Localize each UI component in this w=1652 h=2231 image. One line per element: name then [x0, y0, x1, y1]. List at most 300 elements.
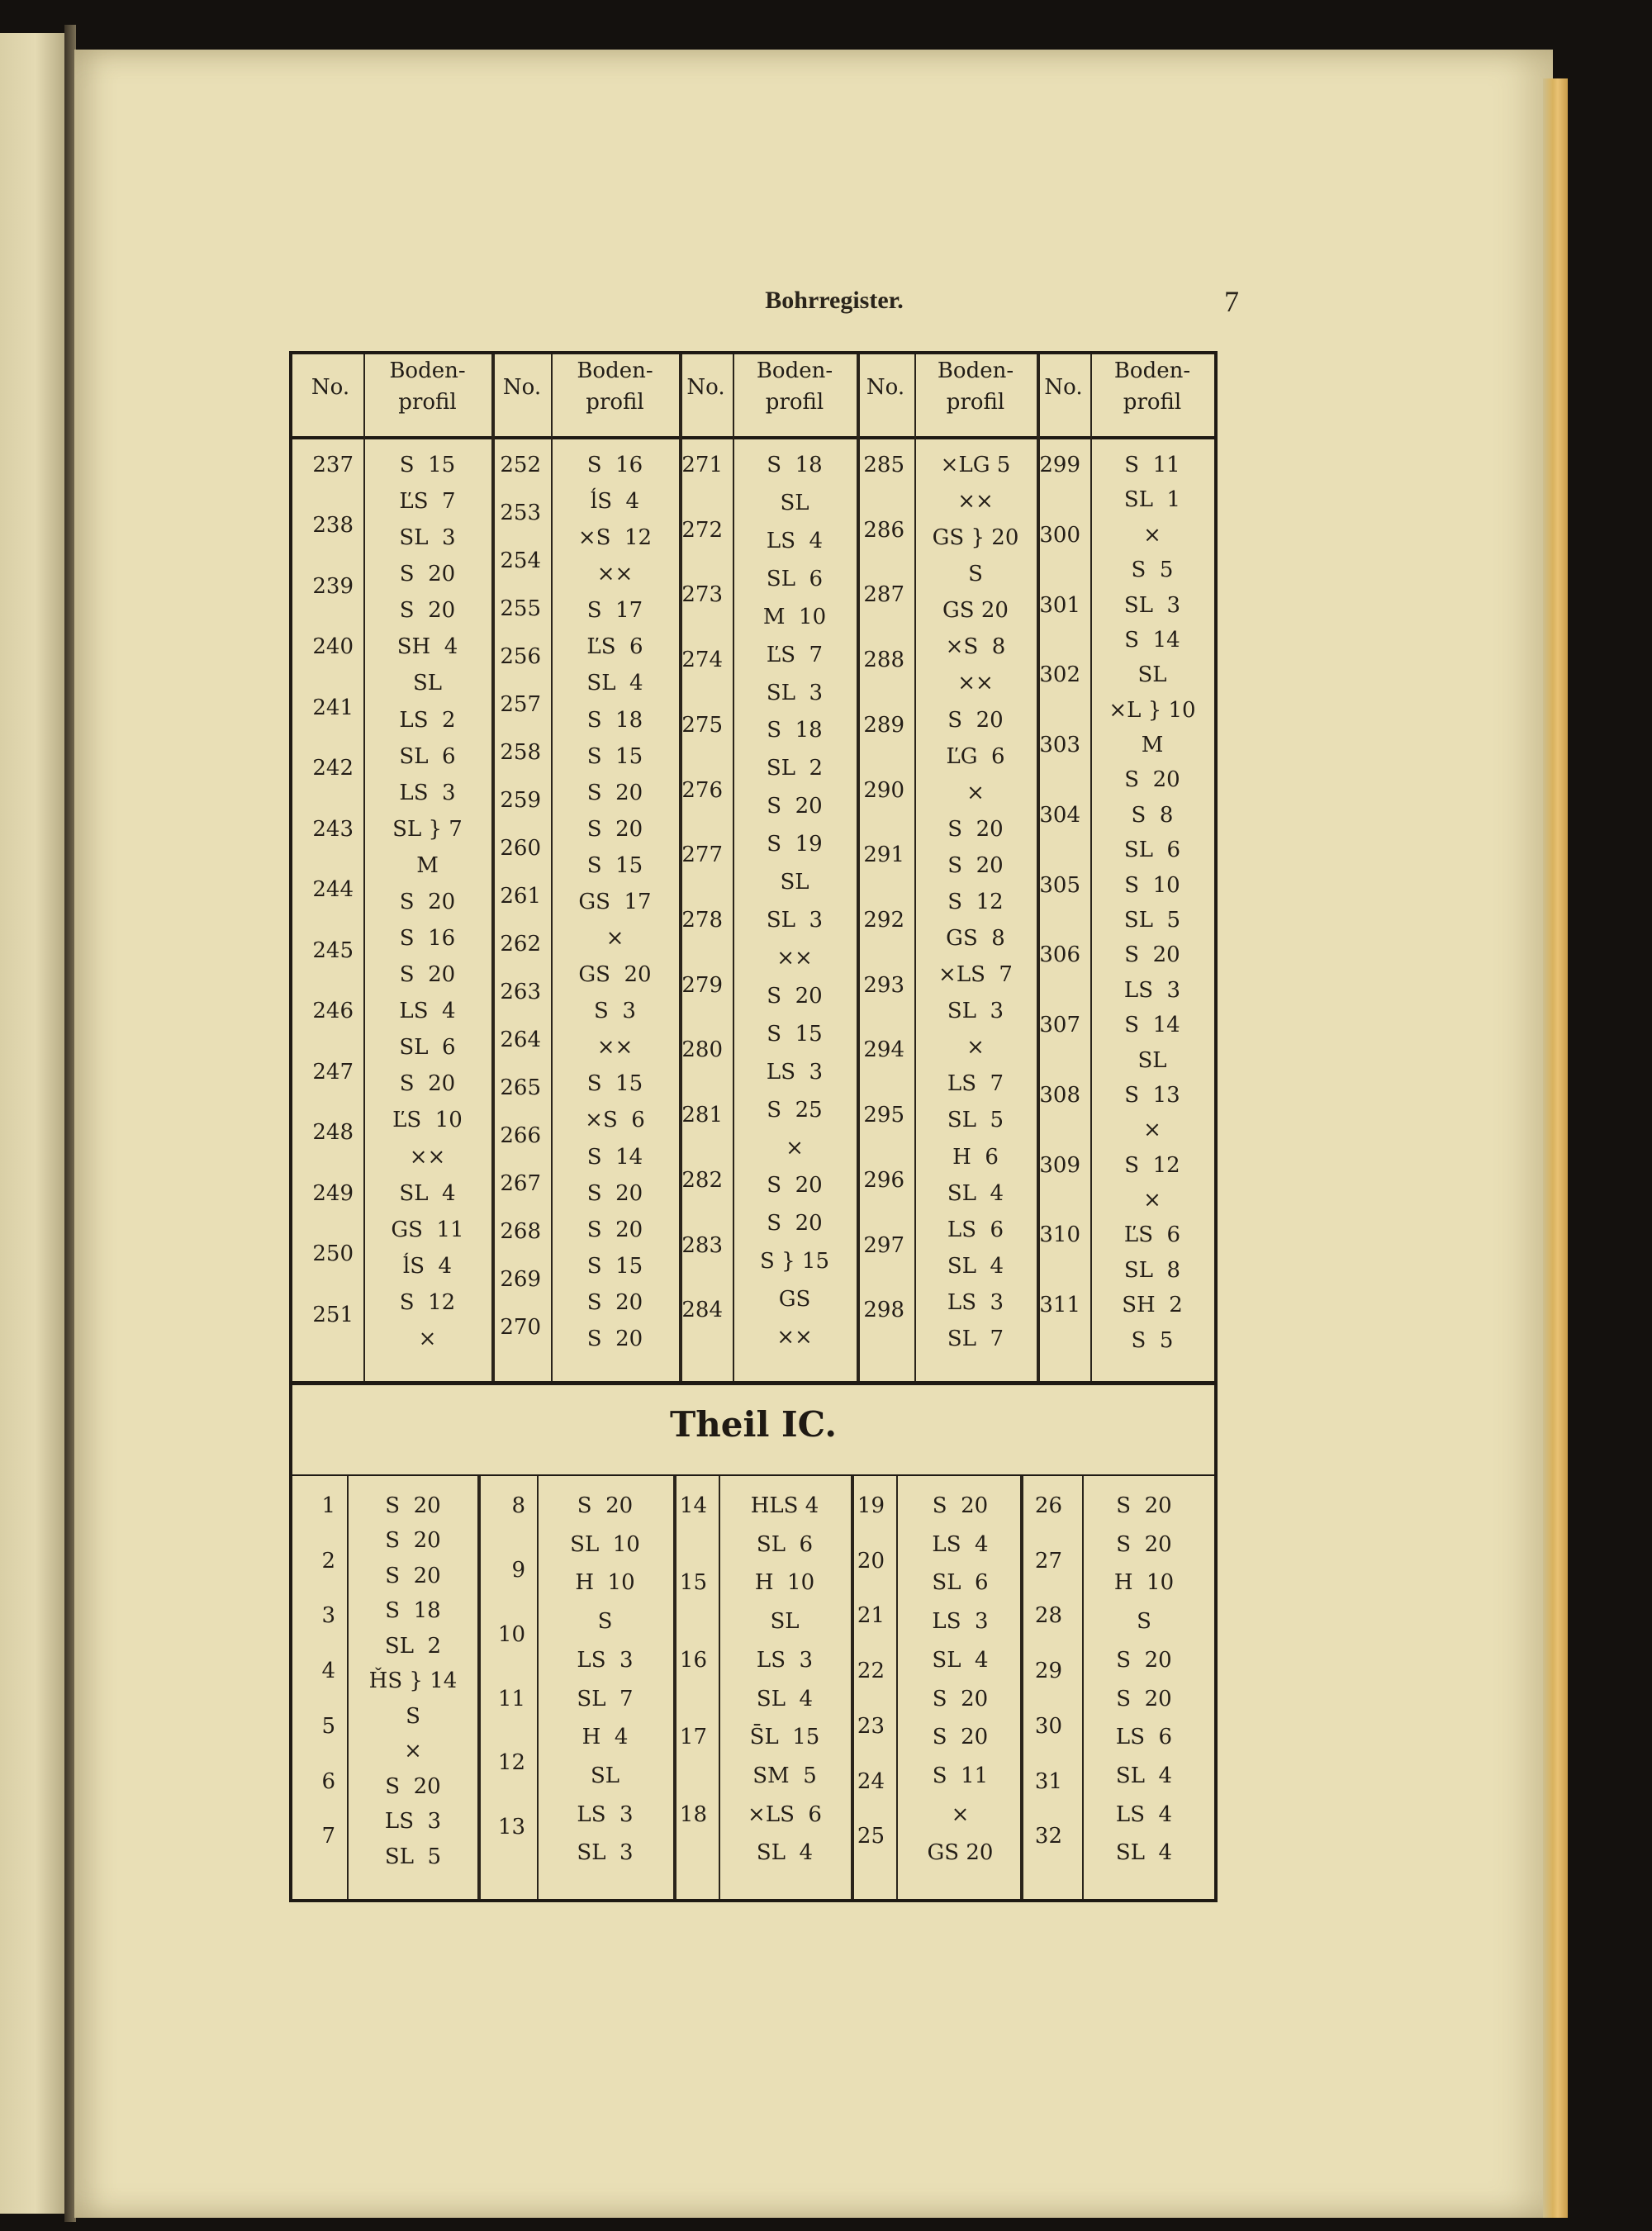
soil-profile: H 6 [952, 1144, 999, 1170]
soil-profile: S 20 [1124, 767, 1180, 793]
boring-number: 15 [679, 1570, 707, 1596]
soil-profile: GS 11 [391, 1217, 464, 1242]
soil-profile: SL 6 [399, 1035, 456, 1061]
boring-number: 273 [681, 582, 723, 608]
boring-number: 268 [500, 1219, 541, 1244]
boring-number: 7 [321, 1824, 335, 1849]
soil-profile: S 3 [594, 999, 636, 1024]
soil-profile: SL 4 [586, 671, 643, 696]
boring-number: 12 [497, 1750, 525, 1776]
soil-profile: ĽS 7 [399, 489, 456, 515]
boring-number: 25 [857, 1824, 885, 1849]
soil-profile: S 20 [577, 1493, 634, 1518]
soil-profile: GS 17 [578, 889, 652, 914]
boring-number: 311 [1039, 1293, 1080, 1318]
column-header-no: No. [502, 375, 542, 400]
soil-profile: S 15 [767, 1021, 823, 1047]
soil-profile: M 10 [762, 604, 827, 629]
soil-profile: SL [590, 1763, 620, 1788]
soil-profile: × [1143, 1188, 1161, 1213]
soil-profile: LS 4 [932, 1531, 989, 1557]
column-header-no: No. [1044, 375, 1083, 400]
soil-profile: S 8 [1131, 802, 1174, 828]
soil-profile: LS 2 [399, 707, 456, 733]
column-rule [857, 354, 860, 1381]
soil-profile: ĽS 10 [392, 1108, 463, 1133]
soil-profile: × [418, 1326, 437, 1351]
soil-profile: ĽS 7 [766, 642, 824, 667]
soil-profile: S 20 [1124, 942, 1180, 968]
soil-profile: ×S 6 [585, 1108, 645, 1133]
boring-number: 32 [1034, 1824, 1062, 1849]
soil-profile: S 12 [947, 889, 1004, 914]
soil-profile: S 20 [1116, 1686, 1172, 1711]
soil-profile: S 15 [399, 453, 456, 477]
boring-number: 17 [679, 1725, 707, 1750]
boring-number: 306 [1039, 942, 1080, 968]
soil-profile: S [406, 1703, 420, 1729]
soil-profile: × [1143, 1118, 1161, 1143]
column-header-profil: Boden- [937, 358, 1014, 383]
soil-profile: SL [770, 1609, 800, 1635]
boring-number: 307 [1039, 1013, 1080, 1038]
column-header-profil: profil [586, 390, 644, 415]
section-rule-top [292, 1381, 1214, 1385]
boring-number: 260 [500, 836, 541, 861]
soil-profile: SL [780, 870, 809, 895]
soil-profile: LS 4 [1115, 1801, 1173, 1827]
boring-number: 26 [1034, 1493, 1062, 1518]
soil-profile: SL 6 [399, 743, 456, 769]
soil-profile: SL 8 [1123, 1257, 1181, 1283]
soil-profile: S 20 [399, 598, 456, 624]
boring-number: 274 [681, 648, 723, 673]
boring-number: 288 [863, 648, 904, 673]
boring-number: 256 [500, 644, 541, 669]
soil-profile: S 20 [1116, 1493, 1172, 1518]
soil-profile: S 20 [932, 1686, 989, 1711]
soil-profile: SL [1137, 1047, 1167, 1073]
soil-profile: SL 3 [577, 1840, 634, 1866]
boring-number: 272 [681, 517, 723, 543]
soil-profile: H 10 [754, 1570, 815, 1596]
soil-profile: SL 5 [384, 1844, 442, 1869]
boring-number: 29 [1034, 1659, 1062, 1684]
boring-number: 245 [312, 937, 354, 963]
boring-number: 308 [1039, 1082, 1080, 1108]
soil-profile: S 15 [586, 1253, 643, 1279]
soil-profile: SL 5 [947, 1108, 1004, 1133]
boring-number: 289 [863, 712, 904, 738]
section-title: Theil IC. [669, 1404, 837, 1445]
running-head: Bohrregister. [765, 287, 904, 314]
boring-number: 20 [857, 1548, 885, 1574]
soil-profile: S 20 [947, 707, 1004, 733]
soil-profile: S 16 [586, 453, 643, 477]
boring-number: 282 [681, 1167, 723, 1193]
soil-profile: S 20 [586, 816, 643, 842]
boring-number: 21 [857, 1603, 885, 1629]
soil-profile: ×× [409, 1144, 446, 1170]
soil-profile: ×× [776, 945, 813, 971]
soil-profile: LS 3 [399, 780, 456, 805]
boring-number: 270 [500, 1315, 541, 1340]
boring-number: 242 [312, 756, 354, 781]
soil-profile: S 15 [586, 743, 643, 769]
boring-number: 267 [500, 1171, 541, 1196]
soil-profile: S 18 [586, 707, 643, 733]
boring-number: 28 [1034, 1603, 1062, 1629]
soil-profile: × [404, 1739, 422, 1764]
boring-number: 249 [312, 1180, 354, 1206]
soil-profile: LS 7 [947, 1071, 1004, 1097]
soil-profile: S 25 [767, 1097, 823, 1123]
soil-profile: GS 20 [927, 1840, 994, 1866]
soil-profile: SL [1137, 662, 1167, 688]
soil-profile: × [1143, 522, 1161, 548]
soil-profile: × [966, 780, 985, 805]
boring-number: 302 [1039, 662, 1080, 688]
soil-profile: S 18 [767, 453, 823, 477]
soil-profile: SL 7 [947, 1326, 1004, 1351]
column-header-profil: profil [1123, 390, 1182, 415]
boring-number: 237 [312, 453, 354, 477]
boring-number: 246 [312, 999, 354, 1024]
boring-number: 297 [863, 1232, 904, 1258]
boring-number: 247 [312, 1059, 354, 1085]
boring-number: 255 [500, 596, 541, 621]
boring-number: 296 [863, 1167, 904, 1193]
boring-number: 280 [681, 1037, 723, 1063]
soil-profile: H 10 [1113, 1570, 1175, 1596]
soil-profile: × [951, 1801, 970, 1827]
soil-profile: S 18 [385, 1598, 441, 1624]
soil-profile: S 11 [932, 1763, 989, 1788]
column-header-profil: Boden- [1113, 358, 1191, 383]
boring-number: 300 [1039, 522, 1080, 548]
soil-profile: S 16 [399, 926, 456, 952]
soil-profile: S 20 [399, 962, 456, 988]
soil-profile: S 20 [932, 1493, 989, 1518]
soil-profile: S 20 [385, 1773, 441, 1799]
column-header-profil: profil [398, 390, 457, 415]
column-header-profil: profil [946, 390, 1005, 415]
soil-profile: SL 3 [766, 680, 824, 705]
soil-profile: S [597, 1609, 613, 1635]
boring-number: 279 [681, 972, 723, 998]
soil-profile: × [786, 1135, 804, 1161]
soil-profile: ×L } 10 [1108, 697, 1196, 723]
column-header-profil: Boden- [756, 358, 833, 383]
boring-number: 254 [500, 548, 541, 573]
boring-number: 309 [1039, 1152, 1080, 1178]
boring-number: 14 [679, 1493, 707, 1518]
soil-profile: SL 6 [766, 566, 824, 591]
soil-profile: SL [780, 490, 809, 515]
column-rule [673, 1476, 676, 1899]
soil-profile: S 10 [1124, 872, 1180, 898]
soil-profile: S 20 [385, 1528, 441, 1554]
soil-profile: S 20 [1116, 1531, 1172, 1557]
soil-profile: S 5 [1131, 558, 1174, 583]
soil-profile: S 20 [767, 1211, 823, 1237]
boring-number: 286 [863, 517, 904, 543]
soil-profile: LS 3 [577, 1647, 634, 1673]
soil-profile: SL 4 [756, 1686, 814, 1711]
soil-profile: ȞS } 14 [368, 1669, 458, 1694]
soil-profile: S 14 [1124, 1013, 1180, 1038]
header-rule [292, 436, 1214, 439]
soil-profile: S } 15 [760, 1249, 829, 1275]
soil-profile: S [968, 562, 983, 587]
boring-number: 9 [511, 1557, 525, 1583]
boring-number: 240 [312, 634, 354, 660]
soil-profile: LS 6 [947, 1217, 1004, 1242]
soil-profile: LS 3 [1123, 977, 1181, 1003]
boring-number: 5 [321, 1713, 335, 1739]
soil-profile: S 14 [586, 1144, 643, 1170]
boring-number: 301 [1039, 592, 1080, 618]
boring-number: 238 [312, 513, 354, 539]
soil-profile: SL 2 [384, 1633, 442, 1659]
soil-profile: S 20 [947, 852, 1004, 878]
soil-profile: LS 3 [932, 1609, 989, 1635]
boring-number: 6 [321, 1768, 335, 1794]
boring-number: 22 [857, 1659, 885, 1684]
soil-profile: S 15 [586, 852, 643, 878]
soil-profile: S 20 [1116, 1647, 1172, 1673]
soil-profile: S 5 [1131, 1327, 1174, 1353]
boring-number: 4 [321, 1659, 335, 1684]
left-page-edge [0, 33, 64, 2214]
soil-profile: ĽS 6 [1123, 1222, 1181, 1248]
soil-profile: SM 5 [752, 1763, 817, 1788]
soil-profile: GS 20 [578, 962, 652, 988]
boring-number: 295 [863, 1103, 904, 1128]
boring-number: 257 [500, 692, 541, 717]
soil-profile: SL 3 [1123, 592, 1181, 618]
soil-profile: ĺS 4 [402, 1253, 453, 1279]
boring-number: 253 [500, 501, 541, 525]
soil-profile: ×× [776, 1325, 813, 1350]
column-header-profil: Boden- [577, 358, 653, 383]
boring-number: 8 [511, 1493, 525, 1518]
boring-number: 293 [863, 972, 904, 998]
boring-number: 16 [679, 1647, 707, 1673]
soil-profile: S 20 [586, 1217, 643, 1242]
soil-profile: LS 3 [384, 1809, 442, 1835]
soil-profile: GS 20 [942, 598, 1009, 624]
boring-number: 27 [1034, 1548, 1062, 1574]
boring-number: 264 [500, 1028, 541, 1052]
boring-number: 287 [863, 582, 904, 608]
soil-profile: S 20 [385, 1493, 441, 1518]
boring-number: 305 [1039, 872, 1080, 898]
boring-number: 298 [863, 1298, 904, 1323]
boring-number: 261 [500, 884, 541, 909]
soil-profile: SL } 7 [392, 816, 463, 842]
boring-number: 281 [681, 1103, 723, 1128]
soil-profile: S [1137, 1609, 1151, 1635]
soil-profile: LS 6 [1115, 1725, 1173, 1750]
soil-profile: S 15 [586, 1071, 643, 1097]
boring-number: 303 [1039, 733, 1080, 758]
soil-profile: S̄L 15 [749, 1725, 820, 1750]
boring-number: 239 [312, 573, 354, 599]
boring-number: 266 [500, 1123, 541, 1148]
soil-profile: S 20 [399, 889, 456, 914]
soil-profile: ×× [957, 489, 994, 515]
soil-profile: GS 8 [946, 926, 1005, 952]
soil-profile: SL 4 [399, 1180, 456, 1206]
boring-number: 275 [681, 712, 723, 738]
soil-profile: S 20 [767, 794, 823, 819]
soil-profile: SL 6 [756, 1531, 814, 1557]
column-header-no: No. [311, 375, 350, 400]
soil-profile: S 20 [586, 780, 643, 805]
boring-number: 31 [1034, 1768, 1062, 1794]
soil-profile: LS 3 [577, 1801, 634, 1827]
boring-number: 13 [497, 1815, 525, 1840]
soil-profile: SL 5 [1123, 908, 1181, 933]
column-header-profil: profil [765, 390, 824, 415]
soil-profile: S 20 [399, 562, 456, 587]
soil-profile: SH 4 [396, 634, 458, 660]
soil-profile: S 20 [767, 1173, 823, 1199]
boring-number: 278 [681, 908, 723, 933]
soil-profile: ĺS 4 [590, 489, 640, 515]
soil-profile: S 20 [586, 1289, 643, 1315]
soil-profile: S 11 [1124, 453, 1180, 477]
soil-profile: SL 2 [766, 756, 824, 781]
boring-number: 243 [312, 816, 354, 842]
soil-profile: ×LG 5 [940, 453, 1011, 477]
soil-profile: S 20 [586, 1326, 643, 1351]
soil-profile: SL 3 [947, 999, 1004, 1024]
boring-number: 283 [681, 1232, 723, 1258]
soil-profile: HLS 4 [750, 1493, 819, 1518]
soil-profile: SL 3 [766, 908, 824, 933]
soil-profile: S 12 [399, 1289, 456, 1315]
boring-number: 250 [312, 1241, 354, 1267]
soil-profile: LS 3 [766, 1059, 824, 1085]
boring-number: 10 [497, 1621, 525, 1647]
boring-number: 19 [857, 1493, 885, 1518]
boring-number: 263 [500, 980, 541, 1004]
boring-number: 244 [312, 877, 354, 903]
soil-profile: SL 4 [947, 1180, 1004, 1206]
boring-number: 291 [863, 843, 904, 868]
soil-profile: GS } 20 [932, 525, 1019, 551]
soil-profile: H 10 [575, 1570, 635, 1596]
boring-number: 284 [681, 1298, 723, 1323]
soil-profile: LS 4 [766, 528, 824, 553]
soil-profile: ĽG 6 [946, 743, 1005, 769]
column-header-no: No. [866, 375, 905, 400]
column-header-no: No. [686, 375, 725, 400]
boring-number: 285 [863, 453, 904, 477]
boring-number: 265 [500, 1075, 541, 1100]
boring-number: 290 [863, 777, 904, 803]
soil-profile: S 20 [947, 816, 1004, 842]
soil-profile: ×× [957, 671, 994, 696]
soil-profile: SL 4 [1115, 1763, 1173, 1788]
boring-number: 299 [1039, 453, 1080, 477]
column-rule [679, 354, 682, 1381]
soil-profile: S 20 [399, 1071, 456, 1097]
soil-profile: S 20 [932, 1725, 989, 1750]
soil-profile: S 20 [385, 1563, 441, 1588]
soil-profile: SL 6 [932, 1570, 989, 1596]
boring-number: 292 [863, 908, 904, 933]
soil-profile: S 19 [767, 832, 823, 857]
boring-number: 1 [321, 1493, 335, 1518]
soil-profile: ×× [596, 562, 634, 587]
soil-profile: S 20 [586, 1180, 643, 1206]
boring-number: 294 [863, 1037, 904, 1063]
column-header-profil: Boden- [389, 358, 466, 383]
soil-profile: GS [778, 1287, 811, 1312]
section-rule-bottom [292, 1474, 1214, 1476]
soil-profile: SL 4 [756, 1840, 814, 1866]
soil-profile: ×LS 7 [938, 962, 1013, 988]
soil-profile: S 12 [1124, 1152, 1180, 1178]
page-number: 7 [1224, 285, 1239, 318]
soil-profile: M [1141, 733, 1164, 758]
page-edge-gilt [1543, 78, 1568, 2218]
soil-profile: SL 4 [947, 1253, 1004, 1279]
boring-number: 30 [1034, 1713, 1062, 1739]
soil-profile: ×× [596, 1035, 634, 1061]
soil-profile: × [966, 1035, 985, 1061]
boring-number: 3 [321, 1603, 335, 1629]
soil-profile: LS 3 [947, 1289, 1004, 1315]
boring-number: 259 [500, 788, 541, 813]
soil-profile: SL 6 [1123, 838, 1181, 863]
soil-profile: SL 3 [399, 525, 456, 551]
soil-profile: SL 4 [932, 1647, 989, 1673]
boring-number: 252 [500, 453, 541, 477]
boring-number: 276 [681, 777, 723, 803]
soil-profile: SL 4 [1115, 1840, 1173, 1866]
soil-profile: S 14 [1124, 627, 1180, 653]
boring-number: 262 [500, 932, 541, 956]
soil-profile: SL 7 [577, 1686, 634, 1711]
soil-profile: SL 10 [570, 1531, 640, 1557]
soil-profile: S 13 [1124, 1082, 1180, 1108]
boring-number: 304 [1039, 802, 1080, 828]
soil-profile: ×S 12 [577, 525, 653, 551]
soil-profile: LS 3 [756, 1647, 814, 1673]
boring-number: 271 [681, 453, 723, 477]
boring-number: 277 [681, 843, 723, 868]
boring-number: 23 [857, 1713, 885, 1739]
soil-profile: ×LS 6 [748, 1801, 822, 1827]
boring-number: 18 [679, 1801, 707, 1827]
soil-profile: S 17 [586, 598, 643, 624]
soil-profile: × [605, 926, 624, 952]
soil-profile: ×S 8 [945, 634, 1006, 660]
soil-profile: S 20 [767, 983, 823, 1009]
soil-profile: LS 4 [399, 999, 456, 1024]
soil-profile: SH 2 [1122, 1293, 1183, 1318]
boring-number: 251 [312, 1302, 354, 1327]
boring-number: 310 [1039, 1222, 1080, 1248]
boring-number: 269 [500, 1267, 541, 1292]
soil-profile: S 18 [767, 718, 823, 743]
boring-number: 241 [312, 695, 354, 720]
boring-number: 2 [321, 1548, 335, 1574]
